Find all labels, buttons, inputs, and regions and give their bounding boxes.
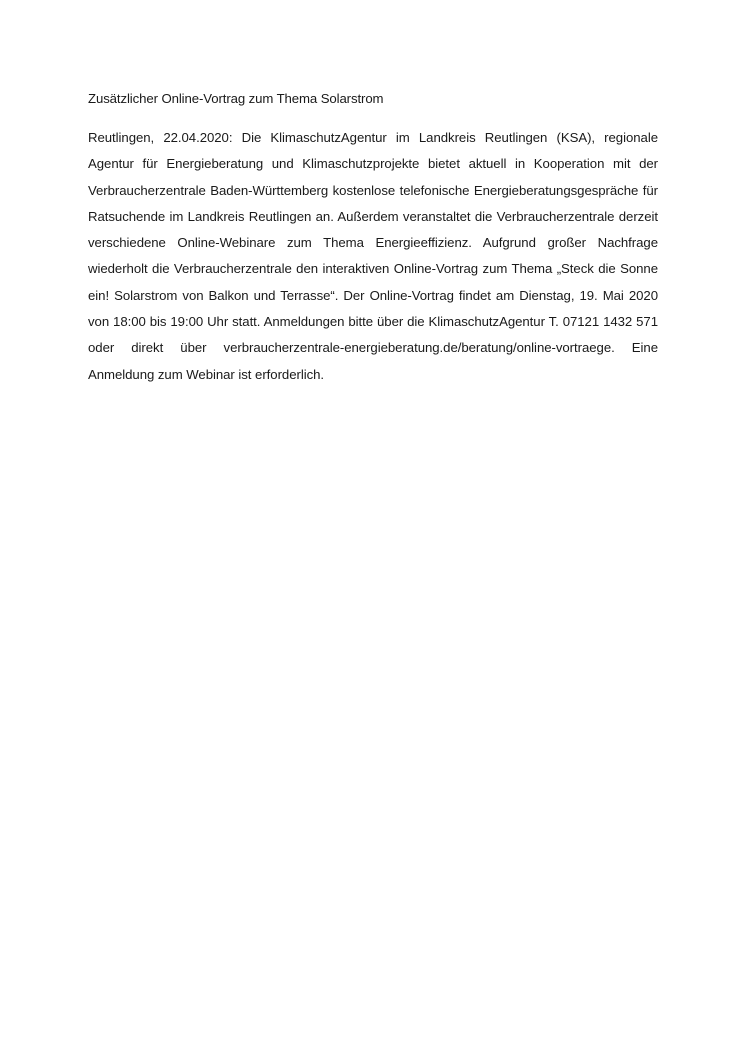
document-body-paragraph: Reutlingen, 22.04.2020: Die KlimaschutzAgentur im Landkreis Reutlingen (KSA), regionale Agentur für Energieberatung und Klimaschutzprojekte bietet aktuell in Kooperation mit der Verbraucherzentrale Baden-Württemberg kostenlose telefonische Energieberatungsgespräche für Ratsuchende im Landkreis Reutlingen an. Außerdem veranstaltet die Verbraucherzentrale derzeit verschiedene Online-Webinare zum Thema Energieeffizienz. Aufgrund großer Nachfrage wiederholt die Verbraucherzentrale den interaktiven Online-Vortrag zum Thema „Steck die Sonne ein! Solarstrom von Balkon und Terrasse“. Der Online-Vortrag findet am Dienstag, 19. Mai 2020 von 18:00 bis 19:00 Uhr statt. Anmeldungen bitte über die KlimaschutzAgentur T. 07121 1432 571 oder direkt über verbraucherzentrale-energieberatung.de/beratung/online-vortraege. Eine Anmeldung zum Webinar ist erforderlich. xyxy=(88,130,658,382)
document-content xyxy=(88,89,658,388)
document-title: Zusätzlicher Online-Vortrag zum Thema Solarstrom xyxy=(88,91,384,106)
